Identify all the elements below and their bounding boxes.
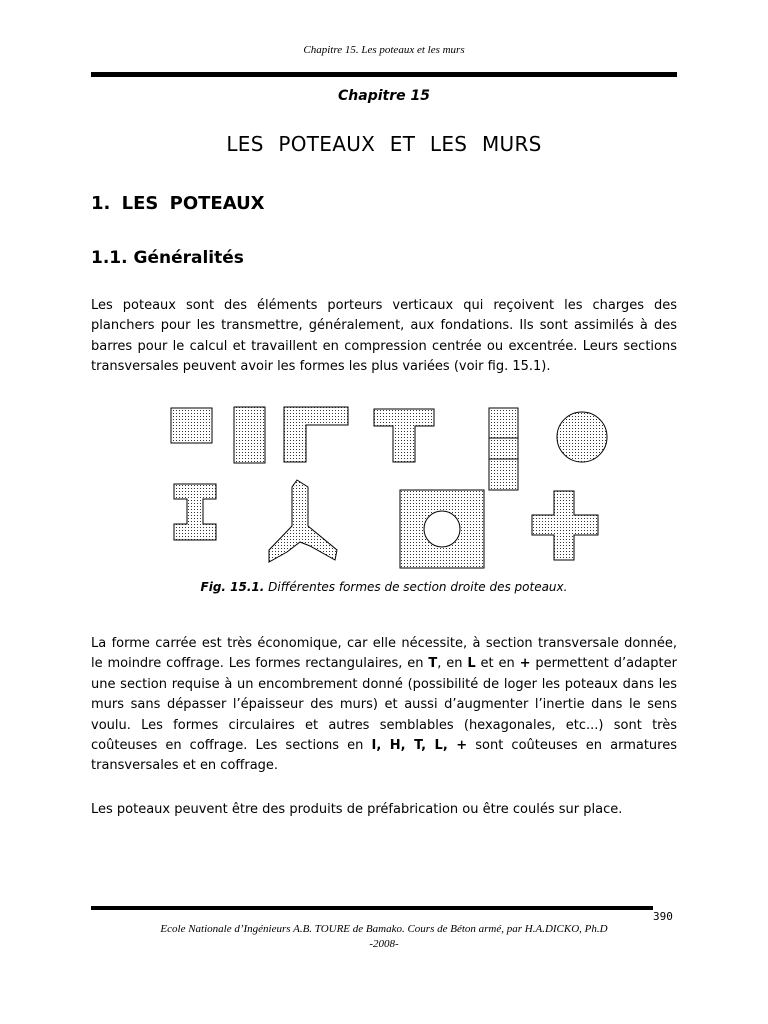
- footer-line-2: -2008-: [369, 938, 399, 950]
- square-section: [171, 408, 212, 443]
- i-section: [174, 484, 216, 540]
- page-number: 390: [653, 910, 673, 923]
- footer-text: [91, 922, 677, 952]
- hollow-hole: [424, 511, 460, 547]
- p2-text-4: permettent d’adapter une section requise à un encombrement donné (possibilité de loger les poteaux dans les murs sans dépasser l’épaisseur des murs) et aussi d’augmenter l’inertie dans le sens voulu. Les formes circulaires et autres semblables (hexagonales, etc...) sont très coûteuses en coffrage. Les sections en: [91, 656, 677, 754]
- footer-line-1: Ecole Nationale d’Ingénieurs A.B. TOURE de Bamako. Cours de Béton armé, par H.A.DICKO, Ph.D: [160, 923, 608, 935]
- l-section: [284, 407, 348, 462]
- t-section: [374, 409, 434, 462]
- p2-bold-list: I, H, T, L, +: [371, 738, 468, 754]
- paragraph-shapes: [91, 634, 677, 777]
- p2-text-5: sont coûteuses en armatures transversales et en coffrage.: [91, 738, 677, 774]
- footer-rule: [91, 906, 653, 910]
- chapter-title: LES POTEAUX ET LES MURS: [226, 132, 542, 156]
- y-section: [269, 480, 337, 562]
- caption-label: Fig. 15.1.: [200, 580, 265, 594]
- p2-bold-plus: +: [519, 656, 531, 672]
- header-rule: [91, 72, 677, 77]
- rectangle-section: [234, 407, 265, 463]
- composite-rect-section: [489, 408, 518, 490]
- figure-caption: [0, 580, 768, 594]
- p2-text-1: La forme carrée est très économique, car elle nécessite, à section transversale donnée, le moindre coffrage. Les formes rectangulaires, en: [91, 636, 677, 672]
- p2-bold-l: L: [467, 656, 476, 672]
- p2-text-3: et en: [475, 656, 520, 672]
- cross-section: [532, 491, 598, 560]
- paragraph-prefab: Les poteaux peuvent être des produits de préfabrication ou être coulés sur place.: [91, 802, 623, 817]
- chapter-label: Chapitre 15: [338, 88, 430, 104]
- caption-text: Différentes formes de section droite des poteaux.: [264, 580, 568, 594]
- section-heading: 1. LES POTEAUX: [91, 193, 265, 214]
- figure-column-sections: [160, 400, 610, 570]
- paragraph-intro: Les poteaux sont des éléments porteurs verticaux qui reçoivent les charges des planchers pour les transmettre, généralement, aux fondations. Ils sont assimilés à des barres pour le calcul et travaillent en compression centrée ou excentrée. Leurs sections transversales peuvent avoir les formes les plus variées (voir fig. 15.1).: [91, 298, 677, 375]
- p2-bold-t: T: [428, 656, 438, 672]
- running-header: Chapitre 15. Les poteaux et les murs: [303, 44, 465, 56]
- subsection-heading: 1.1. Généralités: [91, 248, 244, 268]
- circle-section: [557, 412, 607, 462]
- p2-text-2: , en: [437, 656, 468, 672]
